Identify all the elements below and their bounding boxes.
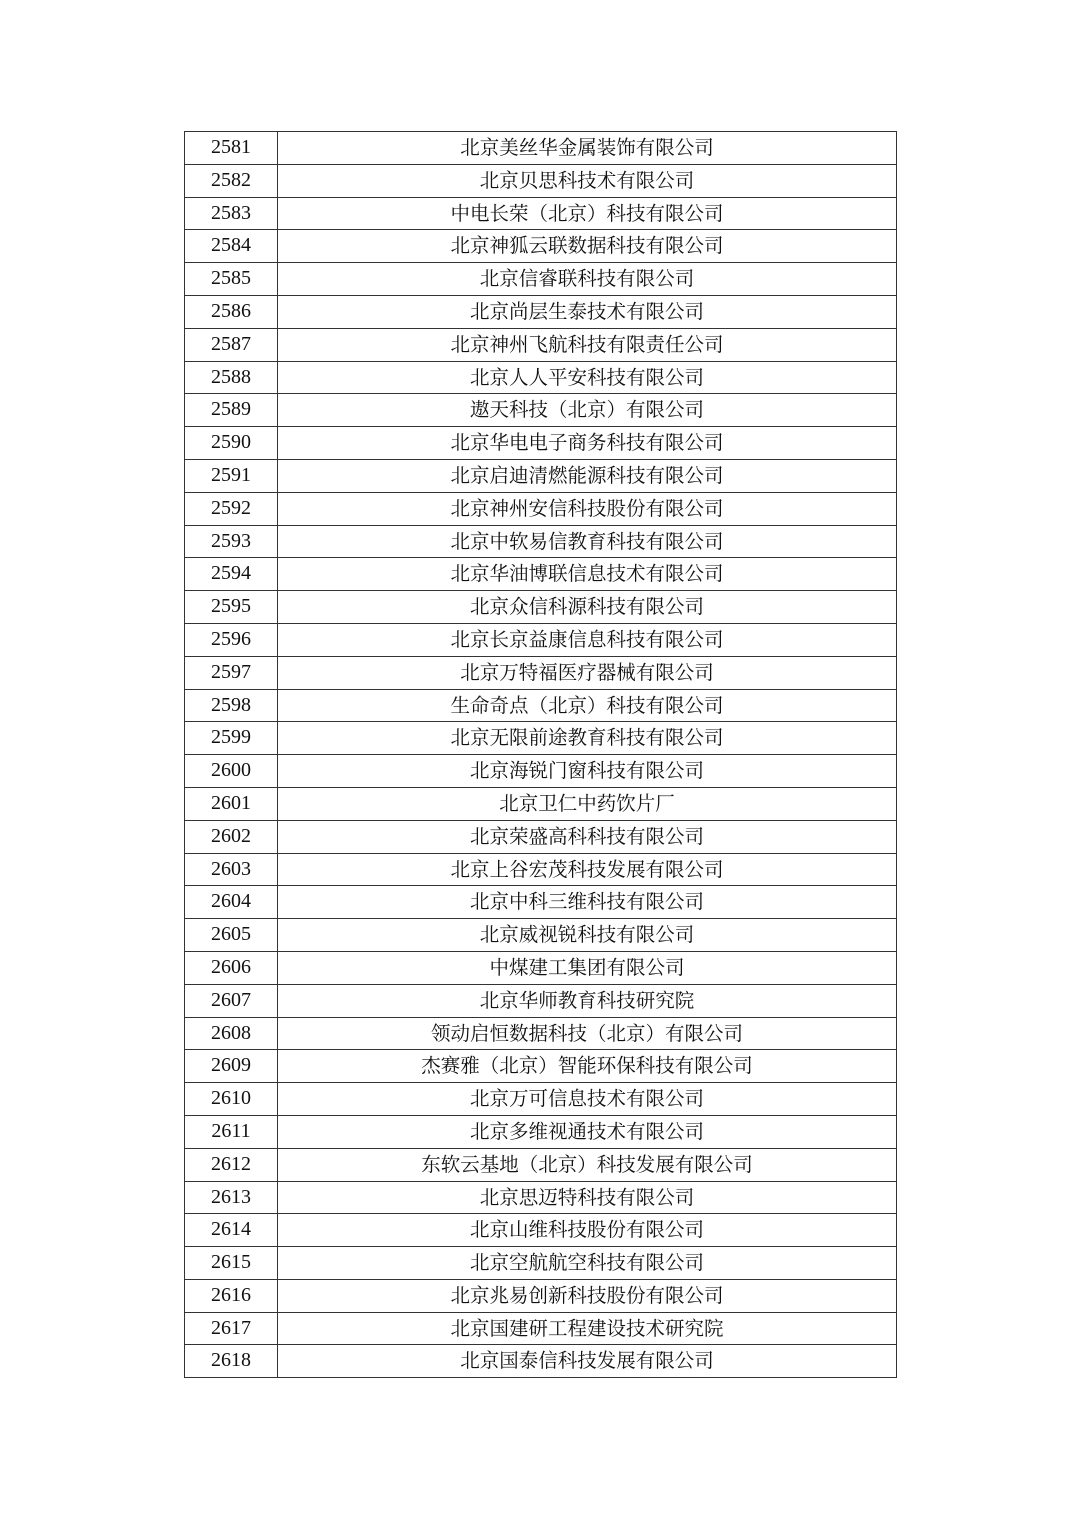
table-row	[185, 656, 897, 689]
row-number-cell: 2614	[185, 1214, 278, 1247]
row-number-cell: 2604	[185, 886, 278, 919]
row-number-cell: 2618	[185, 1345, 278, 1378]
row-number-cell: 2584	[185, 230, 278, 263]
company-name-cell: 北京华油博联信息技术有限公司	[278, 558, 897, 591]
row-number-cell: 2607	[185, 984, 278, 1017]
table-row	[185, 1017, 897, 1050]
row-number-cell: 2599	[185, 722, 278, 755]
row-number-cell: 2588	[185, 361, 278, 394]
company-name-cell: 领动启恒数据科技（北京）有限公司	[278, 1017, 897, 1050]
row-number-cell: 2612	[185, 1148, 278, 1181]
company-name-cell: 北京无限前途教育科技有限公司	[278, 722, 897, 755]
company-name-cell: 北京尚层生泰技术有限公司	[278, 295, 897, 328]
table-row	[185, 1312, 897, 1345]
table-row	[185, 361, 897, 394]
company-name-cell: 北京荣盛高科科技有限公司	[278, 820, 897, 853]
company-name-cell: 生命奇点（北京）科技有限公司	[278, 689, 897, 722]
table-row	[185, 689, 897, 722]
row-number-cell: 2602	[185, 820, 278, 853]
table-row	[185, 164, 897, 197]
row-number-cell: 2596	[185, 623, 278, 656]
company-name-cell: 杰赛雅（北京）智能环保科技有限公司	[278, 1050, 897, 1083]
table-row	[185, 328, 897, 361]
company-name-cell: 北京美丝华金属装饰有限公司	[278, 132, 897, 165]
row-number-cell: 2616	[185, 1279, 278, 1312]
company-name-cell: 北京兆易创新科技股份有限公司	[278, 1279, 897, 1312]
table-row	[185, 558, 897, 591]
table-row	[185, 1247, 897, 1280]
company-name-cell: 北京人人平安科技有限公司	[278, 361, 897, 394]
row-number-cell: 2590	[185, 427, 278, 460]
company-name-cell: 北京贝思科技术有限公司	[278, 164, 897, 197]
company-name-cell: 北京威视锐科技有限公司	[278, 919, 897, 952]
company-name-cell: 北京空航航空科技有限公司	[278, 1247, 897, 1280]
row-number-cell: 2617	[185, 1312, 278, 1345]
table-row	[185, 1181, 897, 1214]
company-name-cell: 北京华师教育科技研究院	[278, 984, 897, 1017]
table-row	[185, 820, 897, 853]
company-list-table-wrapper	[184, 131, 896, 1378]
row-number-cell: 2603	[185, 853, 278, 886]
row-number-cell: 2605	[185, 919, 278, 952]
table-row	[185, 427, 897, 460]
company-list-table	[184, 131, 897, 1378]
table-row	[185, 263, 897, 296]
row-number-cell: 2601	[185, 787, 278, 820]
company-name-cell: 北京神州安信科技股份有限公司	[278, 492, 897, 525]
table-row	[185, 1050, 897, 1083]
company-name-cell: 北京启迪清燃能源科技有限公司	[278, 459, 897, 492]
table-row	[185, 197, 897, 230]
table-row	[185, 1083, 897, 1116]
company-name-cell: 北京中软易信教育科技有限公司	[278, 525, 897, 558]
table-row	[185, 722, 897, 755]
row-number-cell: 2589	[185, 394, 278, 427]
company-name-cell: 北京长京益康信息科技有限公司	[278, 623, 897, 656]
row-number-cell: 2611	[185, 1115, 278, 1148]
row-number-cell: 2600	[185, 755, 278, 788]
table-row	[185, 295, 897, 328]
company-name-cell: 北京信睿联科技有限公司	[278, 263, 897, 296]
table-row	[185, 886, 897, 919]
row-number-cell: 2615	[185, 1247, 278, 1280]
company-name-cell: 中电长荣（北京）科技有限公司	[278, 197, 897, 230]
table-row	[185, 951, 897, 984]
row-number-cell: 2593	[185, 525, 278, 558]
company-name-cell: 北京神狐云联数据科技有限公司	[278, 230, 897, 263]
company-name-cell: 北京思迈特科技有限公司	[278, 1181, 897, 1214]
row-number-cell: 2613	[185, 1181, 278, 1214]
company-name-cell: 北京万特福医疗器械有限公司	[278, 656, 897, 689]
company-name-cell: 北京万可信息技术有限公司	[278, 1083, 897, 1116]
row-number-cell: 2608	[185, 1017, 278, 1050]
company-name-cell: 北京国泰信科技发展有限公司	[278, 1345, 897, 1378]
table-row	[185, 1148, 897, 1181]
company-name-cell: 北京国建研工程建设技术研究院	[278, 1312, 897, 1345]
table-row	[185, 755, 897, 788]
company-name-cell: 北京神州飞航科技有限责任公司	[278, 328, 897, 361]
company-name-cell: 北京上谷宏茂科技发展有限公司	[278, 853, 897, 886]
table-row	[185, 984, 897, 1017]
row-number-cell: 2606	[185, 951, 278, 984]
table-row	[185, 459, 897, 492]
row-number-cell: 2581	[185, 132, 278, 165]
company-name-cell: 遨天科技（北京）有限公司	[278, 394, 897, 427]
table-row	[185, 525, 897, 558]
table-row	[185, 853, 897, 886]
row-number-cell: 2595	[185, 591, 278, 624]
company-name-cell: 北京华电电子商务科技有限公司	[278, 427, 897, 460]
row-number-cell: 2609	[185, 1050, 278, 1083]
row-number-cell: 2583	[185, 197, 278, 230]
table-row	[185, 787, 897, 820]
company-name-cell: 北京海锐门窗科技有限公司	[278, 755, 897, 788]
table-row	[185, 132, 897, 165]
table-row	[185, 394, 897, 427]
table-row	[185, 591, 897, 624]
table-row	[185, 1115, 897, 1148]
company-name-cell: 北京卫仁中药饮片厂	[278, 787, 897, 820]
row-number-cell: 2582	[185, 164, 278, 197]
company-name-cell: 北京山维科技股份有限公司	[278, 1214, 897, 1247]
row-number-cell: 2610	[185, 1083, 278, 1116]
row-number-cell: 2585	[185, 263, 278, 296]
table-row	[185, 623, 897, 656]
table-row	[185, 492, 897, 525]
company-name-cell: 北京众信科源科技有限公司	[278, 591, 897, 624]
row-number-cell: 2598	[185, 689, 278, 722]
table-row	[185, 230, 897, 263]
table-body	[185, 132, 897, 1378]
company-name-cell: 北京多维视通技术有限公司	[278, 1115, 897, 1148]
row-number-cell: 2592	[185, 492, 278, 525]
row-number-cell: 2597	[185, 656, 278, 689]
company-name-cell: 中煤建工集团有限公司	[278, 951, 897, 984]
table-row	[185, 1214, 897, 1247]
row-number-cell: 2594	[185, 558, 278, 591]
table-row	[185, 1279, 897, 1312]
row-number-cell: 2587	[185, 328, 278, 361]
table-row	[185, 1345, 897, 1378]
company-name-cell: 东软云基地（北京）科技发展有限公司	[278, 1148, 897, 1181]
company-name-cell: 北京中科三维科技有限公司	[278, 886, 897, 919]
row-number-cell: 2591	[185, 459, 278, 492]
table-row	[185, 919, 897, 952]
row-number-cell: 2586	[185, 295, 278, 328]
